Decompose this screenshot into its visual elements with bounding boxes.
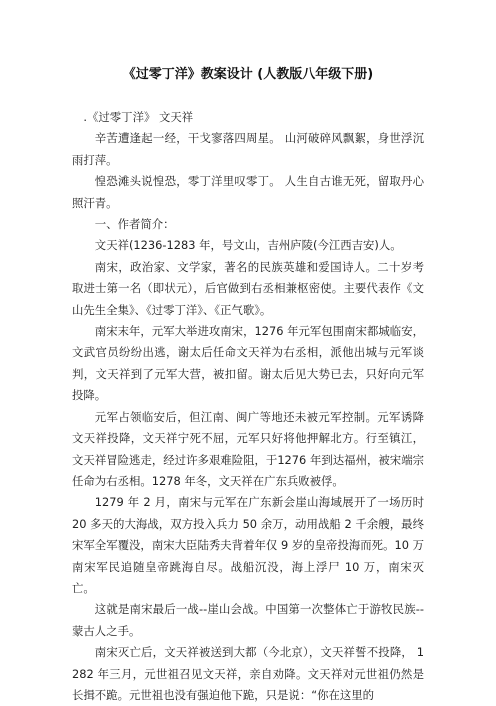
section-heading-author: 一、作者简介：: [94, 217, 175, 232]
paragraph: 1279 年 2 月，南宋与元军在广东新会崖山海域展开了一场历时 20 多天的大海战，双方投入兵力 50 余万，动用战船 2 千余艘，最终宋军全军覆没，南宋大臣陆秀夫背着年仅 9 岁的皇帝投海而死。10 万南宋军民追随皇帝跳海自尽。战船沉没，海上浮尸 10 万，南宋灭亡。: [72, 495, 424, 595]
poem-heading: .《过零丁洋》 文天祥: [83, 110, 194, 124]
paragraph: 元军占领临安后，但江南、闽广等地还未被元军控制。元军诱降文天祥投降，文天祥宁死不屈，元军只好将他押解北方。行至镇江，文天祥冒险逃走，经过许多艰难险阻，于1276 年到达福州，被宋端宗任命为右丞相。1278 年冬，文天祥在广东兵败被俘。: [72, 409, 424, 488]
poem-line-2: 惶恐滩头说惶恐，零丁洋里叹零丁。 人生自古谁无死，留取丹心照汗青。: [72, 174, 424, 210]
paragraph: 南宋，政治家、文学家，著名的民族英雄和爱国诗人。二十岁考取进士第一名（即状元），后官做到右丞相兼枢密使。主要代表作《文山先生全集》、《过零丁洋》、《正气歌》。: [72, 259, 424, 317]
poem-line-1: 辛苦遭逢起一经，干戈寥落四周星。 山河破碎风飘絮，身世浮沉雨打萍。: [72, 131, 424, 167]
paragraph: 南宋灭亡后，文天祥被送到大都（今北京），文天祥誓不投降， 1282 年三月，元世祖召见文天祥，亲自劝降。文天祥对元世祖仍然是长揖不跪。元世祖也没有强迫他下跪，只是说：“你在这里的: [72, 645, 424, 702]
paragraph: 南宋末年，元军大举进攻南宋，1276 年元军包围南宋都城临安，文武官员纷纷出逃，谢太后任命文天祥为右丞相，派他出城与元军谈判，文天祥到了元军大营，被扣留。谢太后见大势已去，只好向元军投降。: [72, 324, 424, 403]
paragraph: 文天祥(1236-1283 年，号文山，吉州庐陵(今江西吉安)人。: [94, 238, 402, 253]
document-title: 《过零丁洋》教案设计 (人教版八年级下册): [122, 67, 374, 82]
paragraph: 这就是南宋最后一战--崖山会战。中国第一次整体亡于游牧民族--蒙古人之手。: [72, 602, 424, 638]
document-body: [72, 107, 424, 706]
